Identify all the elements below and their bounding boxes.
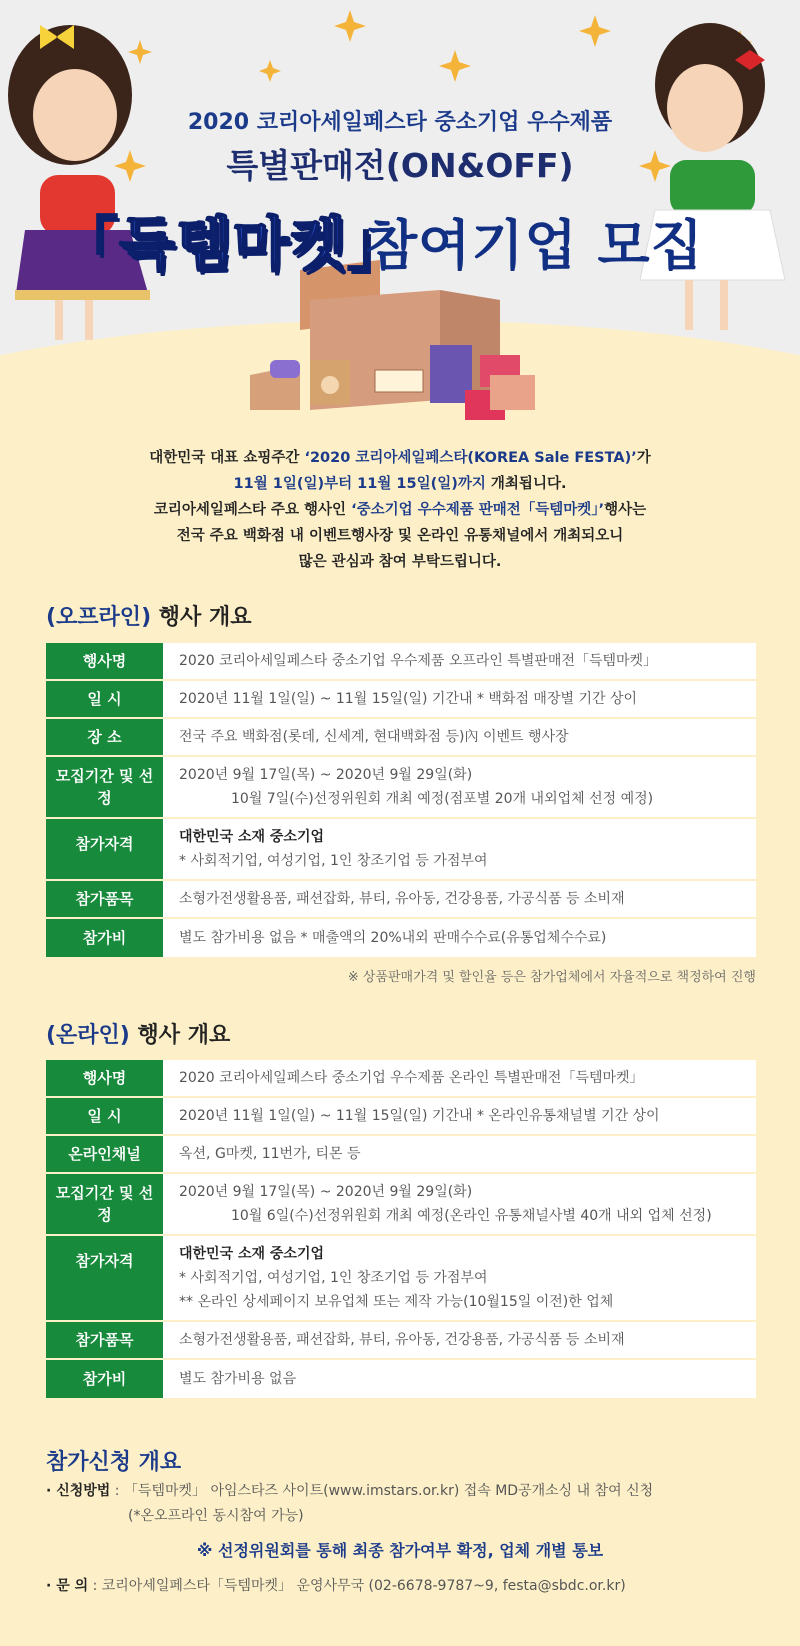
- intro-line: 코리아세일페스타 주요 행사인 ‘중소기업 우수제품 판매전「득템마켓」’행사는: [153, 502, 647, 518]
- table-row: [46, 881, 756, 919]
- table-row: [46, 643, 756, 681]
- intro-line: 대한민국 대표 쇼핑주간 ‘2020 코리아세일페스타(KOREA Sale FESTA)’가: [149, 450, 651, 466]
- apply-notice: ※ 선정위원회를 통해 최종 참가여부 확정, 업체 개별 통보: [196, 1541, 604, 1560]
- row-label: 참가자격: [46, 1236, 163, 1320]
- row-label: 일 시: [46, 1098, 163, 1134]
- apply-section-title: 참가신청 개요: [46, 1450, 182, 1475]
- online-table: [46, 1060, 756, 1398]
- table-row: [46, 1060, 756, 1098]
- row-value: 별도 참가비용 없음 * 매출액의 20%내외 판매수수료(유통업체수수료): [163, 919, 756, 957]
- row-value: 2020년 11월 1일(일) ~ 11월 15일(일) 기간내 * 백화점 매장별 기간 상이: [163, 681, 756, 717]
- row-label: 일 시: [46, 681, 163, 717]
- table-row: [46, 1360, 756, 1398]
- hero-main-title: [60, 197, 760, 277]
- offline-table: [46, 643, 756, 957]
- table-row: [46, 919, 756, 957]
- row-label: 참가자격: [46, 819, 163, 879]
- table-row: [46, 1136, 756, 1174]
- row-label: 참가비: [46, 1360, 163, 1398]
- row-label: 참가비: [46, 919, 163, 957]
- row-label: 행사명: [46, 643, 163, 679]
- hero-market-name: 「득템마켓」: [60, 210, 407, 278]
- table-row: [46, 681, 756, 719]
- table-row: [46, 1322, 756, 1360]
- intro-text: [0, 445, 800, 575]
- hero-subtitle: 2020 코리아세일페스타 중소기업 우수제품: [187, 110, 613, 135]
- row-value: 2020 코리아세일페스타 중소기업 우수제품 온라인 특별판매전「득템마켓」: [163, 1060, 756, 1096]
- table-row: [46, 757, 756, 819]
- intro-line: 전국 주요 백화점 내 이벤트행사장 및 온라인 유통채널에서 개최되오니: [176, 528, 624, 544]
- row-value: 2020년 9월 17일(목) ~ 2020년 9월 29일(화) 10월 6일(수)선정위원회 개최 예정(온라인 유통채널사별 40개 내외 업체 선정): [163, 1174, 756, 1234]
- online-section-title: (온라인) 행사 개요: [46, 1023, 231, 1048]
- table-row: [46, 819, 756, 881]
- row-label: 장 소: [46, 719, 163, 755]
- apply-contact: · 문 의 : 코리아세일페스타「득템마켓」 운영사무국 (02-6678-9787~9, festa@sbdc.or.kr): [46, 1578, 626, 1594]
- apply-method: · 신청방법 : 「득템마켓」 아임스타즈 사이트(www.imstars.or.kr) 접속 MD공개소싱 내 참여 신청: [46, 1483, 654, 1499]
- table-row: [46, 1174, 756, 1236]
- intro-line: 11월 1일(일)부터 11월 15일(일)까지 개최됩니다.: [233, 476, 567, 492]
- row-value: 별도 참가비용 없음: [163, 1360, 756, 1398]
- row-label: 행사명: [46, 1060, 163, 1096]
- offline-section-title: (오프라인) 행사 개요: [46, 605, 252, 630]
- row-value: 대한민국 소재 중소기업 * 사회적기업, 여성기업, 1인 창조기업 등 가점부여 ** 온라인 상세페이지 보유업체 또는 제작 가능(10월15일 이전)한 업체: [163, 1236, 756, 1320]
- offline-note: ※ 상품판매가격 및 할인율 등은 참가업체에서 자율적으로 책정하여 진행: [347, 970, 756, 985]
- hero-event-title: 특별판매전(ON&OFF): [226, 146, 574, 185]
- row-value: 소형가전생활용품, 패션잡화, 뷰티, 유아동, 건강용품, 가공식품 등 소비재: [163, 1322, 756, 1358]
- row-value: 소형가전생활용품, 패션잡화, 뷰티, 유아동, 건강용품, 가공식품 등 소비재: [163, 881, 756, 917]
- row-value: 전국 주요 백화점(롯데, 신세계, 현대백화점 등)內 이벤트 행사장: [163, 719, 756, 755]
- row-label: 모집기간 및 선정: [46, 757, 163, 817]
- row-label: 온라인채널: [46, 1136, 163, 1172]
- row-label: 모집기간 및 선정: [46, 1174, 163, 1234]
- row-label: 참가품목: [46, 881, 163, 917]
- row-label: 참가품목: [46, 1322, 163, 1358]
- apply-method-sub: (*온오프라인 동시참여 가능): [128, 1508, 304, 1524]
- table-row: [46, 1098, 756, 1136]
- intro-line: 많은 관심과 참여 부탁드립니다.: [298, 554, 502, 570]
- hero-recruit-text: 참여기업 모집: [365, 214, 704, 277]
- hero-banner: [0, 0, 800, 420]
- row-value: 2020년 11월 1일(일) ~ 11월 15일(일) 기간내 * 온라인유통채널별 기간 상이: [163, 1098, 756, 1134]
- row-value: 대한민국 소재 중소기업 * 사회적기업, 여성기업, 1인 창조기업 등 가점부여: [163, 819, 756, 879]
- table-row: [46, 719, 756, 757]
- row-value: 옥션, G마켓, 11번가, 티몬 등: [163, 1136, 756, 1172]
- row-value: 2020년 9월 17일(목) ~ 2020년 9월 29일(화) 10월 7일(수)선정위원회 개최 예정(점포별 20개 내외업체 선정 예정): [163, 757, 756, 817]
- row-value: 2020 코리아세일페스타 중소기업 우수제품 오프라인 특별판매전「득템마켓」: [163, 643, 756, 679]
- table-row: [46, 1236, 756, 1322]
